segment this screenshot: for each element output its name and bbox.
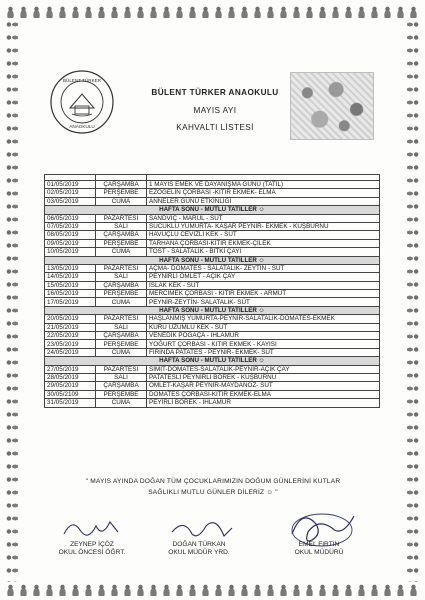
menu-date: 09/05/2019 bbox=[45, 239, 96, 247]
signature-block-principal bbox=[276, 541, 362, 558]
menu-weekday: SALI bbox=[96, 222, 147, 230]
menu-date: 14/05/2019 bbox=[45, 273, 96, 281]
birthday-note-line1: " MAYIS AYINDA DOĞAN TÜM ÇOCUKLARIMIZIN DOĞUM GÜNLERİNİ KUTLAR bbox=[85, 478, 341, 485]
svg-text:BÜLENT TÜRKER: BÜLENT TÜRKER bbox=[62, 78, 102, 83]
menu-items: DOMATES ÇORBASI-KITIR EKMEK-ELMA bbox=[147, 390, 380, 398]
menu-items: EZOGELİN ÇORBASI -KITIR EKMEK- ELMA bbox=[147, 189, 380, 197]
signature-block-teacher bbox=[52, 541, 132, 558]
menu-day-row bbox=[45, 264, 380, 272]
menu-weekday: PERŞEMBE bbox=[96, 239, 147, 247]
decorative-border-right bbox=[407, 18, 421, 582]
signatory-title: OKUL MÜDÜRÜ bbox=[294, 549, 344, 557]
menu-weekday: ÇARŞAMBA bbox=[96, 382, 147, 390]
signatory-name: EMEL FIRTIN bbox=[298, 541, 340, 548]
menu-date: 03/05/2019 bbox=[45, 197, 96, 205]
menu-items: SİMİT-DOMATES-SALATALIK-PEYNİR-AÇIK ÇAY bbox=[147, 365, 380, 373]
weekend-row bbox=[45, 206, 380, 214]
menu-day-row bbox=[45, 315, 380, 323]
signatory-title: OKUL MÜDÜR YRD. bbox=[168, 549, 230, 557]
signature-scribble-2 bbox=[168, 514, 238, 544]
menu-date: 23/05/2019 bbox=[45, 340, 96, 348]
month-title: MAYIS AYI bbox=[193, 106, 237, 115]
menu-items: PEYNİR-ZEYTİN- SALATALIK- SÜT bbox=[147, 298, 380, 306]
school-logo bbox=[48, 68, 116, 136]
menu-items: KURU ÜZÜMLÜ KEK - SÜT bbox=[147, 323, 380, 331]
menu-items: VENEDİK POĞAÇA - IHLAMUR bbox=[147, 332, 380, 340]
menu-weekday: CUMA bbox=[96, 399, 147, 407]
menu-date: 28/05/2019 bbox=[45, 373, 96, 381]
signatory-title: OKUL ÖNCESİ ÖĞRT. bbox=[58, 549, 126, 557]
signature-block-vice-principal bbox=[156, 541, 242, 558]
signatory-name: DOĞAN TÜRKAN bbox=[172, 541, 226, 548]
menu-weekday: PERŞEMBE bbox=[96, 340, 147, 348]
menu-weekday: PAZARTESİ bbox=[96, 365, 147, 373]
weekend-label: HAFTA SONU - MUTLU TATİLLER ☺ bbox=[45, 256, 380, 264]
menu-day-row bbox=[45, 298, 380, 306]
menu-day-row bbox=[45, 181, 380, 189]
menu-day-row bbox=[45, 390, 380, 398]
menu-date: 21/05/2019 bbox=[45, 323, 96, 331]
menu-day-row bbox=[45, 348, 380, 356]
menu-items: FIRINDA PATATES - PEYNİR- EKMEK- SÜT bbox=[147, 348, 380, 356]
menu-day-row bbox=[45, 214, 380, 222]
weekend-label: HAFTA SONU - MUTLU TATİLLER ☺ bbox=[45, 306, 380, 314]
school-name: BÜLENT TÜRKER ANAOKULU bbox=[151, 88, 279, 97]
menu-weekday: SALI bbox=[96, 323, 147, 331]
menu-date: 29/05/2019 bbox=[45, 382, 96, 390]
weekend-row bbox=[45, 256, 380, 264]
menu-date: 16/05/2019 bbox=[45, 290, 96, 298]
signatory-name: ZEYNEP İÇÖZ bbox=[70, 541, 114, 548]
menu-weekday: PAZARTESİ bbox=[96, 214, 147, 222]
menu-items: PEYİRLİ BÖREK - IHLAMUR bbox=[147, 399, 380, 407]
menu-weekday: CUMA bbox=[96, 348, 147, 356]
menu-items: SUCUKLU YUMURTA- KAŞAR PEYNİR- EKMEK - KUŞBURNU bbox=[147, 222, 380, 230]
menu-weekday: ÇARŞAMBA bbox=[96, 332, 147, 340]
menu-date: 20/05/2019 bbox=[45, 315, 96, 323]
birthday-note-line2: SAĞLIKLI MUTLU GÜNLER DİLERİZ ☺ " bbox=[148, 489, 278, 496]
menu-items: YOĞURT ÇORBASI - KITIR EKMEK - KAYISI bbox=[147, 340, 380, 348]
menu-date: 31/05/2019 bbox=[45, 399, 96, 407]
menu-day-row bbox=[45, 382, 380, 390]
menu-weekday: PERŞEMBE bbox=[96, 189, 147, 197]
menu-day-row bbox=[45, 222, 380, 230]
list-title: KAHVALTI LİSTESİ bbox=[176, 123, 254, 132]
menu-date: 10/05/2019 bbox=[45, 248, 96, 256]
menu-day-row bbox=[45, 340, 380, 348]
menu-weekday: PERŞEMBE bbox=[96, 290, 147, 298]
signature-scribble-1 bbox=[58, 512, 128, 544]
menu-date: 02/05/2019 bbox=[45, 189, 96, 197]
menu-date: 08/05/2019 bbox=[45, 231, 96, 239]
menu-day-row bbox=[45, 281, 380, 289]
weekend-label: HAFTA SONU - MUTLU TATİLLER ☺ bbox=[45, 206, 380, 214]
menu-items: TARHANA ÇORBASI-KITIR EKMEK-ÇİLEK bbox=[147, 239, 380, 247]
menu-day-row bbox=[45, 332, 380, 340]
menu-date: 07/05/2019 bbox=[45, 222, 96, 230]
menu-weekday: CUMA bbox=[96, 248, 147, 256]
menu-day-row bbox=[45, 290, 380, 298]
menu-date: 17/05/2019 bbox=[45, 298, 96, 306]
weekend-label: HAFTA SONU - MUTLU TATİLLER ☺ bbox=[45, 357, 380, 365]
menu-items: 1 MAYIS EMEK VE DAYANIŞMA GÜNÜ (TATİL) bbox=[147, 181, 380, 189]
menu-items: HAŞLANMIŞ YUMURTA-PEYNİR-SALATALIK-DOMATES-EKMEK bbox=[147, 315, 380, 323]
menu-items: MERCİMEK ÇORBASI - KITIR EKMEK - ARMUT bbox=[147, 290, 380, 298]
menu-date: 27/05/2019 bbox=[45, 365, 96, 373]
menu-items: SANDVİÇ - MARUL - SÜT bbox=[147, 214, 380, 222]
menu-items: PEYNİRLİ OMLET - AÇIK ÇAY bbox=[147, 273, 380, 281]
weekend-row bbox=[45, 357, 380, 365]
menu-day-row bbox=[45, 323, 380, 331]
menu-items: TOST - SALATALIK - BİTKİ ÇAYI bbox=[147, 248, 380, 256]
menu-weekday: PERŞEMBE bbox=[96, 390, 147, 398]
decorative-border-top bbox=[4, 4, 421, 18]
menu-weekday: PAZARTESİ bbox=[96, 264, 147, 272]
menu-weekday: ÇARŞAMBA bbox=[96, 181, 147, 189]
menu-day-row bbox=[45, 248, 380, 256]
menu-weekday: CUMA bbox=[96, 197, 147, 205]
menu-day-row bbox=[45, 365, 380, 373]
weekend-row bbox=[45, 306, 380, 314]
menu-date: 01/05/2019 bbox=[45, 181, 96, 189]
menu-weekday: SALI bbox=[96, 373, 147, 381]
menu-items: HAVUÇLU CEVİZLİ KEK - SÜT bbox=[147, 231, 380, 239]
menu-items: PATATESLİ PEYNİRLİ BÖREK - KUŞBURNU bbox=[147, 373, 380, 381]
menu-weekday: CUMA bbox=[96, 298, 147, 306]
svg-text:ANAOKULU: ANAOKULU bbox=[69, 124, 95, 129]
menu-date: 30/05/2109 bbox=[45, 390, 96, 398]
menu-items: ANNELER GÜNÜ ETKİNLİĞİ bbox=[147, 197, 380, 205]
menu-weekday: ÇARŞAMBA bbox=[96, 281, 147, 289]
menu-day-row bbox=[45, 189, 380, 197]
menu-day-row bbox=[45, 273, 380, 281]
menu-weekday: SALI bbox=[96, 273, 147, 281]
menu-day-row bbox=[45, 197, 380, 205]
menu-date: 24/05/2019 bbox=[45, 348, 96, 356]
menu-weekday: PAZARTESİ bbox=[96, 315, 147, 323]
menu-date: 06/05/2019 bbox=[45, 214, 96, 222]
menu-day-row bbox=[45, 399, 380, 407]
menu-date: 22/05/2019 bbox=[45, 332, 96, 340]
menu-day-row bbox=[45, 239, 380, 247]
breakfast-menu-table bbox=[44, 174, 380, 408]
menu-day-row bbox=[45, 231, 380, 239]
menu-items: OMLET-KAŞAR PEYNİR-MAYDANOZ- SÜT bbox=[147, 382, 380, 390]
decorative-border-bottom bbox=[4, 582, 421, 596]
decorative-collage-image bbox=[290, 72, 374, 140]
menu-items: AÇMA- DOMATES - SALATALIK- ZEYTİN - SÜT bbox=[147, 264, 380, 272]
decorative-border-left bbox=[4, 18, 18, 582]
menu-day-row bbox=[45, 373, 380, 381]
menu-date: 13/05/2019 bbox=[45, 264, 96, 272]
menu-date: 15/05/2019 bbox=[45, 281, 96, 289]
menu-weekday: ÇARŞAMBA bbox=[96, 231, 147, 239]
menu-items: ISLAK KEK - SÜT bbox=[147, 281, 380, 289]
